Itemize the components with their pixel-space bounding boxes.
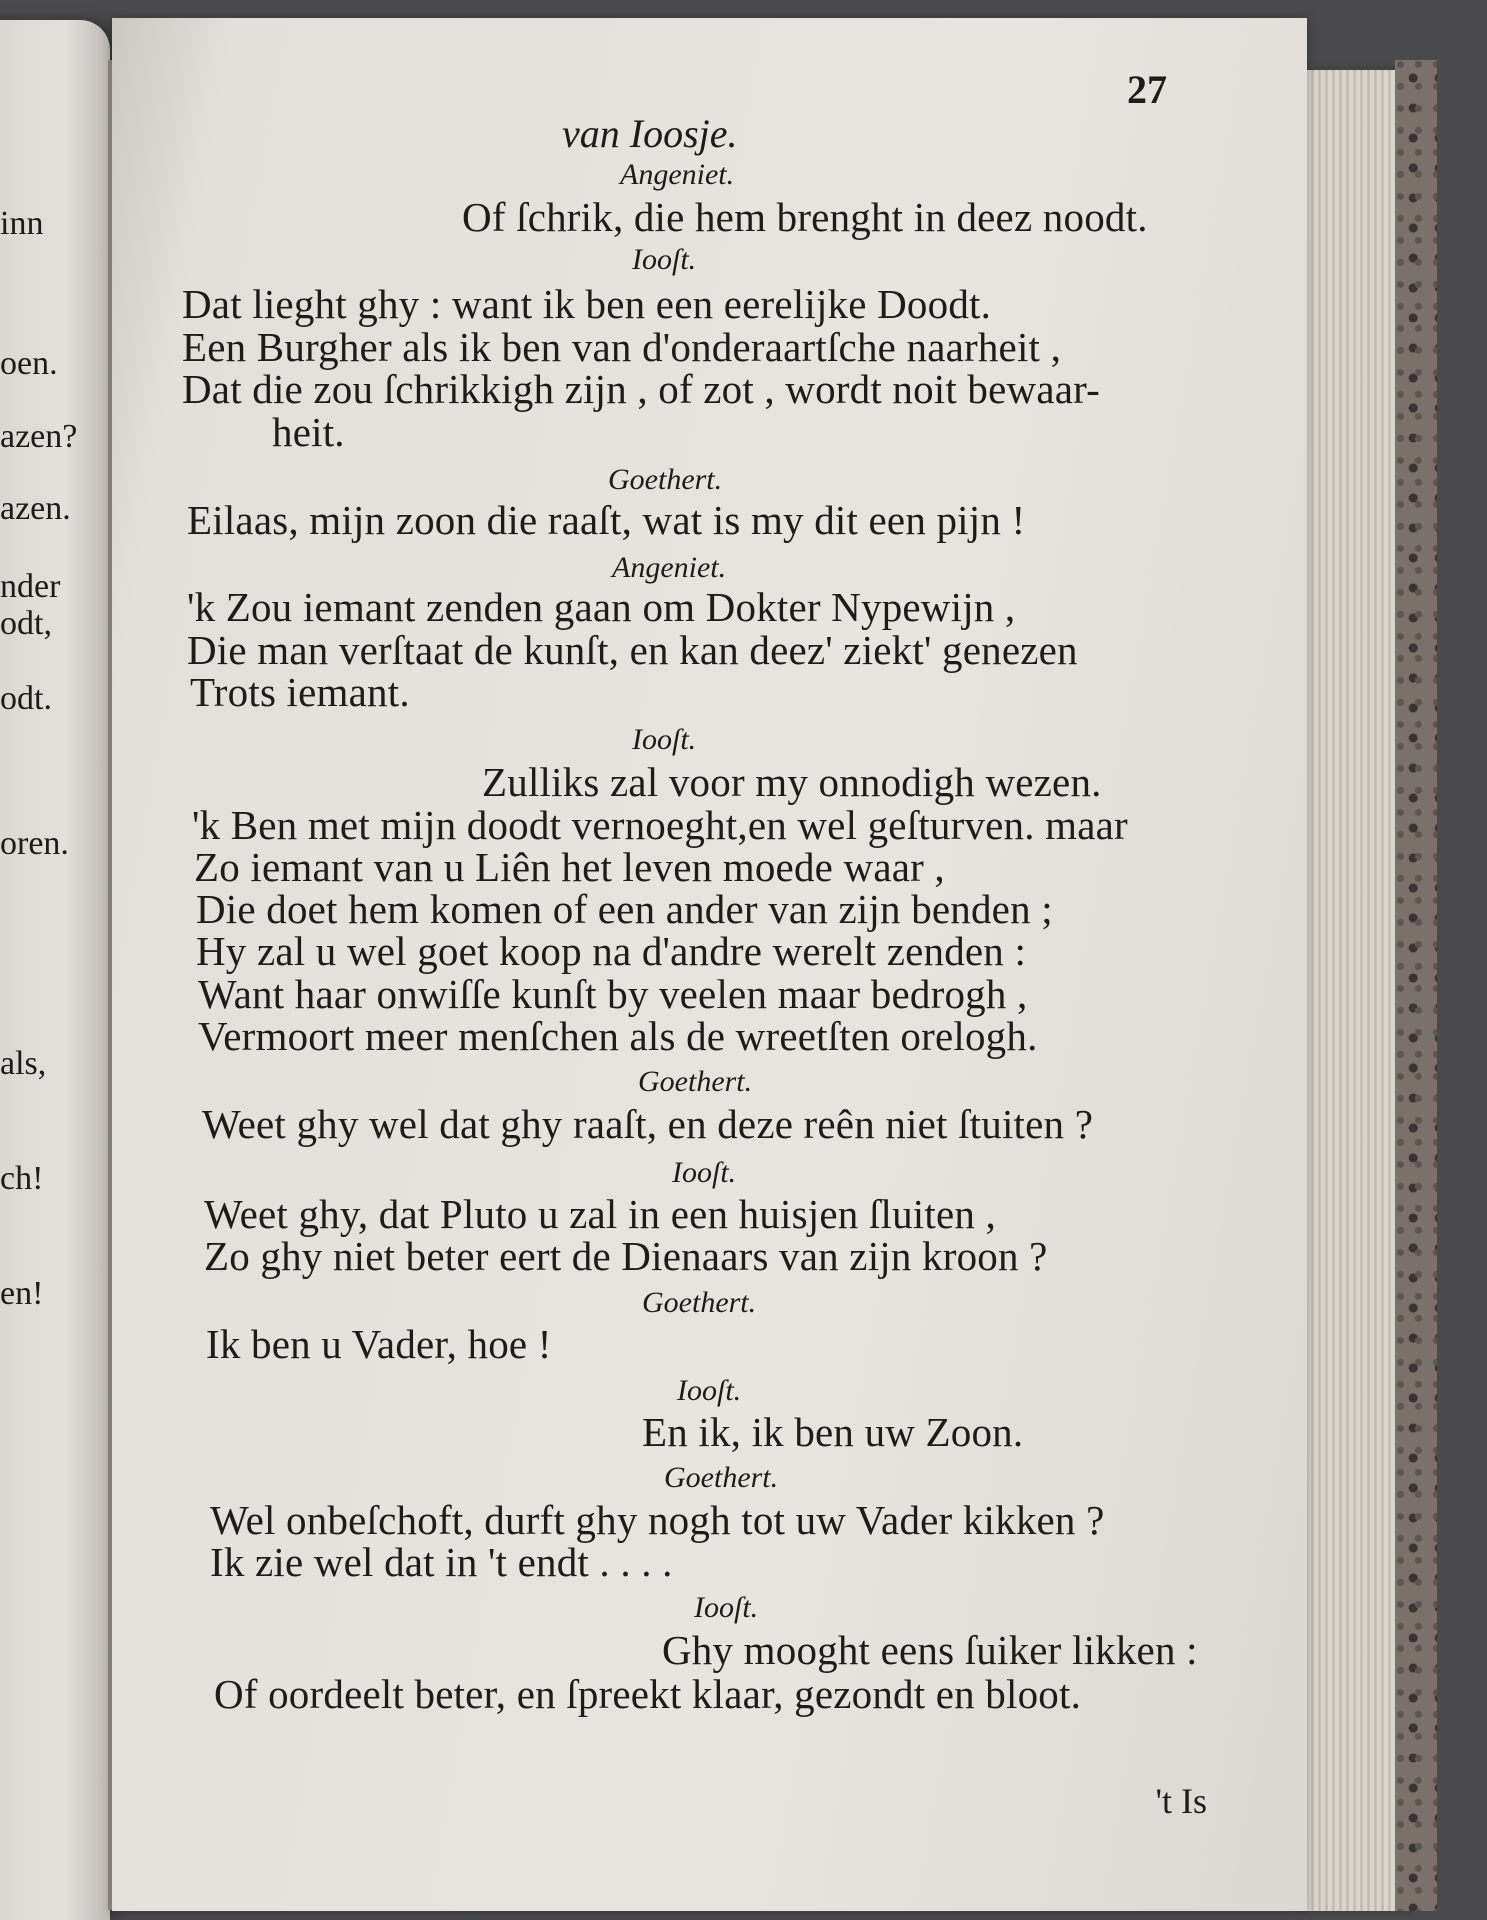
book-page — [112, 18, 1307, 1911]
verse-line: Weet ghy, dat Pluto u zal in een huisjen ſluiten , — [204, 1191, 996, 1237]
verse-line: Of ſchrik, die hem brenght in deez noodt. — [462, 194, 1148, 240]
speaker-name: Angeniet. — [612, 551, 727, 584]
speaker-name: Angeniet. — [620, 158, 735, 191]
verse-line: Want haar onwiſſe kunſt by veelen maar bedrogh , — [198, 971, 1028, 1017]
verse-line: Weet ghy wel dat ghy raaſt, en deze reên niet ſtuiten ? — [202, 1101, 1094, 1147]
left-page-fragment: odt, — [0, 605, 52, 642]
speaker-name: Iooſt. — [632, 723, 697, 756]
verse-line: Vermoort meer menſchen als de wreetſten orelogh. — [198, 1013, 1038, 1059]
verse-line: Trots iemant. — [190, 669, 410, 715]
book-cover-edge — [1395, 60, 1437, 1911]
left-page-fragment: en! — [0, 1275, 44, 1312]
page-number: 27 — [1127, 67, 1167, 112]
facing-page — [0, 20, 110, 1920]
verse-line: Zo iemant van u Liên het leven moede waar , — [194, 844, 945, 890]
speaker-name: Goethert. — [664, 1461, 779, 1494]
verse-line: Of oordeelt beter, en ſpreekt klaar, gezondt en bloot. — [214, 1671, 1082, 1717]
verse-line: En ik, ik ben uw Zoon. — [642, 1409, 1024, 1455]
left-page-fragment: ch! — [0, 1160, 44, 1197]
verse-line: Zo ghy niet beter eert de Dienaars van zijn kroon ? — [204, 1233, 1048, 1279]
verse-line: Hy zal u wel goet koop na d'andre werelt zenden : — [196, 928, 1027, 974]
verse-line: heit. — [272, 409, 345, 455]
verse-line: Eilaas, mijn zoon die raaſt, wat is my dit een pijn ! — [187, 497, 1026, 543]
verse-line: Zulliks zal voor my onnodigh wezen. — [482, 759, 1102, 805]
left-page-fragment: azen? — [0, 418, 78, 455]
speaker-name: Iooſt. — [694, 1591, 759, 1624]
verse-line: 'k Ben met mijn doodt vernoeght,en wel geſturven. maar — [192, 802, 1128, 848]
verse-line: Dat lieght ghy : want ik ben een eerelijke Doodt. — [182, 281, 992, 327]
verse-line: Wel onbeſchoft, durft ghy nogh tot uw Vader kikken ? — [210, 1497, 1105, 1543]
left-page-fragment: inn — [0, 205, 44, 242]
verse-line: Die doet hem komen of een ander van zijn benden ; — [196, 886, 1053, 932]
speaker-name: Iooſt. — [672, 1156, 737, 1189]
catchword: 't Is — [1155, 1781, 1207, 1821]
verse-line: 'k Zou iemant zenden gaan om Dokter Nypewijn , — [187, 584, 1016, 630]
verse-line: Ik ben u Vader, hoe ! — [206, 1321, 552, 1367]
verse-line: Ghy mooght eens ſuiker likken : — [662, 1627, 1198, 1673]
speaker-name: Goethert. — [608, 463, 723, 496]
running-head: van Ioosje. — [562, 111, 738, 156]
verse-line: Een Burgher als ik ben van d'onderaartſche naarheit , — [182, 324, 1062, 370]
left-page-fragment: oren. — [0, 825, 69, 862]
left-page-fragment: azen. — [0, 490, 71, 527]
left-page-fragment: oen. — [0, 345, 58, 382]
speaker-name: Iooſt. — [677, 1374, 742, 1407]
verse-line: Dat die zou ſchrikkigh zijn , of zot , wordt noit bewaar- — [182, 366, 1101, 412]
left-page-fragment: als, — [0, 1045, 47, 1082]
left-page-fragment: nder — [0, 568, 61, 605]
verse-line: Ik zie wel dat in 't endt . . . . — [210, 1539, 673, 1585]
speaker-name: Goethert. — [638, 1065, 753, 1098]
left-page-fragment: odt. — [0, 680, 52, 717]
speaker-name: Goethert. — [642, 1286, 757, 1319]
speaker-name: Iooſt. — [632, 243, 697, 276]
verse-line: Die man verſtaat de kunſt, en kan deez' ziekt' genezen — [187, 627, 1078, 673]
